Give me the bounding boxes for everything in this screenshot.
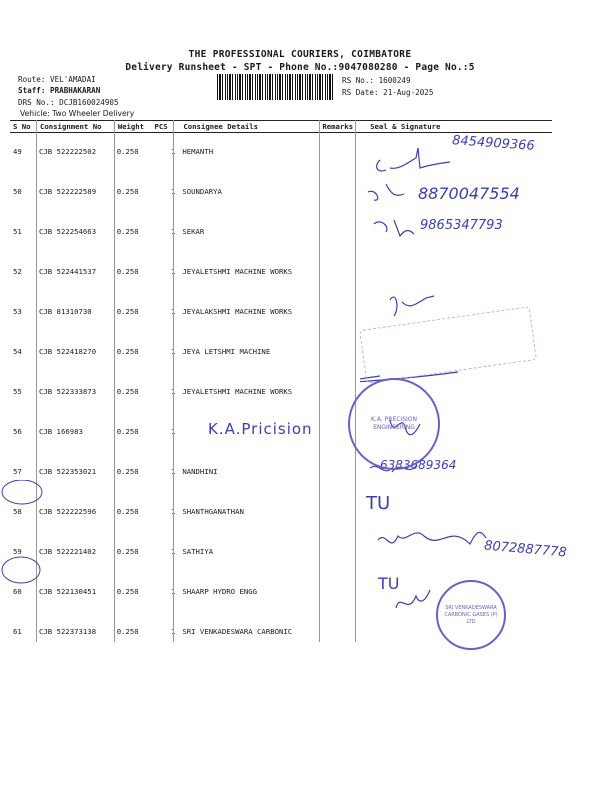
consignment-no: CJB 522130451 — [38, 587, 97, 596]
circled-numbers — [0, 480, 50, 590]
weight: 0.250 — [116, 227, 139, 236]
consignment-no: CJB 522373138 — [38, 627, 97, 636]
pcs: 1 — [170, 267, 176, 276]
sno: 50 — [13, 187, 22, 196]
consignment-no: CJB 81310730 — [38, 307, 92, 316]
consignee: SHAARP HYDRO ENGG — [182, 587, 258, 596]
col-signature: Seal & Signature — [356, 121, 552, 133]
consignment-no: CJB 522441537 — [38, 267, 97, 276]
consignment-no: CJB 522333873 — [38, 387, 97, 396]
pcs: 1 — [170, 307, 176, 316]
weight: 0.250 — [116, 307, 139, 316]
column-divider — [114, 120, 115, 642]
sno: 57 — [13, 467, 22, 476]
weight: 0.250 — [116, 187, 139, 196]
col-sno: S No — [10, 121, 38, 133]
consignee: SATHIYA — [182, 547, 214, 556]
consignment-no: CJB 522222589 — [38, 187, 97, 196]
consignee: SHANTHGANATHAN — [182, 507, 244, 516]
signature-mark — [390, 296, 434, 316]
col-consignee: Consignee Details — [181, 121, 320, 133]
consignment-no: CJB 166983 — [38, 427, 83, 436]
pcs: 1 — [170, 467, 176, 476]
pcs: 1 — [170, 187, 176, 196]
consignment-no: CJB 522221402 — [38, 547, 97, 556]
weight: 0.250 — [116, 467, 139, 476]
consignee: JEYALETSHMI MACHINE WORKS — [182, 387, 293, 396]
carbonic-stamp: SRI VENKADESWARA CARBONIC GASES (P) LTD — [436, 580, 506, 650]
sno: 51 — [13, 227, 22, 236]
handwritten-consignee: K.A.Pricision — [208, 420, 313, 438]
consignee: HEMANTH — [182, 147, 214, 156]
consignment-no: CJB 522222502 — [38, 147, 97, 156]
pcs: 1 — [170, 227, 176, 236]
consignee: JEYALETSHMI MACHINE WORKS — [182, 267, 293, 276]
consignee: SRI VENKADESWARA CARBONIC — [182, 627, 293, 636]
weight: 0.250 — [116, 147, 139, 156]
route: Route: VEL'AMADAI — [18, 75, 96, 84]
weight: 0.250 — [116, 427, 139, 436]
vehicle: Vehicle: Two Wheeler Delivery — [20, 109, 135, 118]
handwritten-phone: 8870047554 — [418, 184, 520, 203]
sno: 53 — [13, 307, 22, 316]
pcs: 1 — [170, 147, 176, 156]
consignment-no: CJB 522418270 — [38, 347, 97, 356]
handwritten-phone: 8072887778 — [483, 538, 568, 561]
pcs: 1 — [170, 387, 176, 396]
circle-mark-58 — [2, 480, 42, 504]
barcode — [217, 74, 335, 100]
drs-number: DRS No.: DCJB160024905 — [18, 98, 119, 107]
table-header-row — [10, 121, 552, 133]
handwritten-phone: 6383689364 — [380, 458, 457, 472]
consignment-no: CJB 522222596 — [38, 507, 97, 516]
pcs: 1 — [170, 627, 176, 636]
weight: 0.250 — [116, 507, 139, 516]
col-pcs: PCS — [153, 121, 182, 133]
staff: Staff: PRABHAKARAN — [18, 86, 101, 95]
col-remarks: Remarks — [320, 121, 356, 133]
engineering-stamp: K.A. PRECISION ENGINEERING — [348, 378, 440, 470]
consignee: NANDHINI — [182, 467, 218, 476]
pcs: 1 — [170, 427, 176, 436]
signature-mark — [396, 590, 430, 608]
signature-mark — [368, 184, 404, 200]
sno: 58 — [13, 507, 22, 516]
sno: 52 — [13, 267, 22, 276]
handwritten-phone: 8454909366 — [451, 133, 536, 154]
signature-mark — [374, 220, 414, 236]
sno: 56 — [13, 427, 22, 436]
sno: 55 — [13, 387, 22, 396]
handwritten-mark: TU — [366, 493, 391, 514]
sno: 54 — [13, 347, 22, 356]
sno: 61 — [13, 627, 22, 636]
pcs: 1 — [170, 347, 176, 356]
signature-mark — [377, 148, 450, 171]
consignment-no: CJB 522353021 — [38, 467, 97, 476]
consignee: JEYALAKSHMI MACHINE WORKS — [182, 307, 293, 316]
weight: 0.250 — [116, 547, 139, 556]
consignee: SOUNDARYA — [182, 187, 222, 196]
pcs: 1 — [170, 507, 176, 516]
rs-number: RS No.: 1600249 — [342, 76, 411, 85]
consignee: JEYA LETSHMI MACHINE — [182, 347, 271, 356]
column-divider — [355, 120, 356, 642]
handwritten-phone: 9865347793 — [420, 218, 503, 233]
rs-date: RS Date: 21-Aug-2025 — [342, 88, 434, 97]
col-weight: Weight — [116, 121, 153, 133]
pcs: 1 — [170, 587, 176, 596]
pcs: 1 — [170, 547, 176, 556]
sno: 59 — [13, 547, 22, 556]
page-title: THE PROFESSIONAL COURIERS, COIMBATORE — [188, 49, 412, 60]
sno: 60 — [13, 587, 22, 596]
page-subtitle: Delivery Runsheet - SPT - Phone No.:9047080280 - Page No.:5 — [125, 62, 475, 73]
column-divider — [173, 120, 174, 642]
consignee: SEKAR — [182, 227, 205, 236]
weight: 0.250 — [116, 347, 139, 356]
col-consignment: Consignment No — [38, 121, 116, 133]
weight: 0.250 — [116, 267, 139, 276]
handwritten-mark: TU — [378, 574, 400, 593]
sno: 49 — [13, 147, 22, 156]
weight: 0.250 — [116, 627, 139, 636]
circle-mark-60 — [2, 557, 40, 583]
column-divider — [319, 120, 320, 642]
weight: 0.250 — [116, 387, 139, 396]
signature-mark — [378, 532, 486, 544]
weight: 0.250 — [116, 587, 139, 596]
consignment-no: CJB 522254663 — [38, 227, 97, 236]
